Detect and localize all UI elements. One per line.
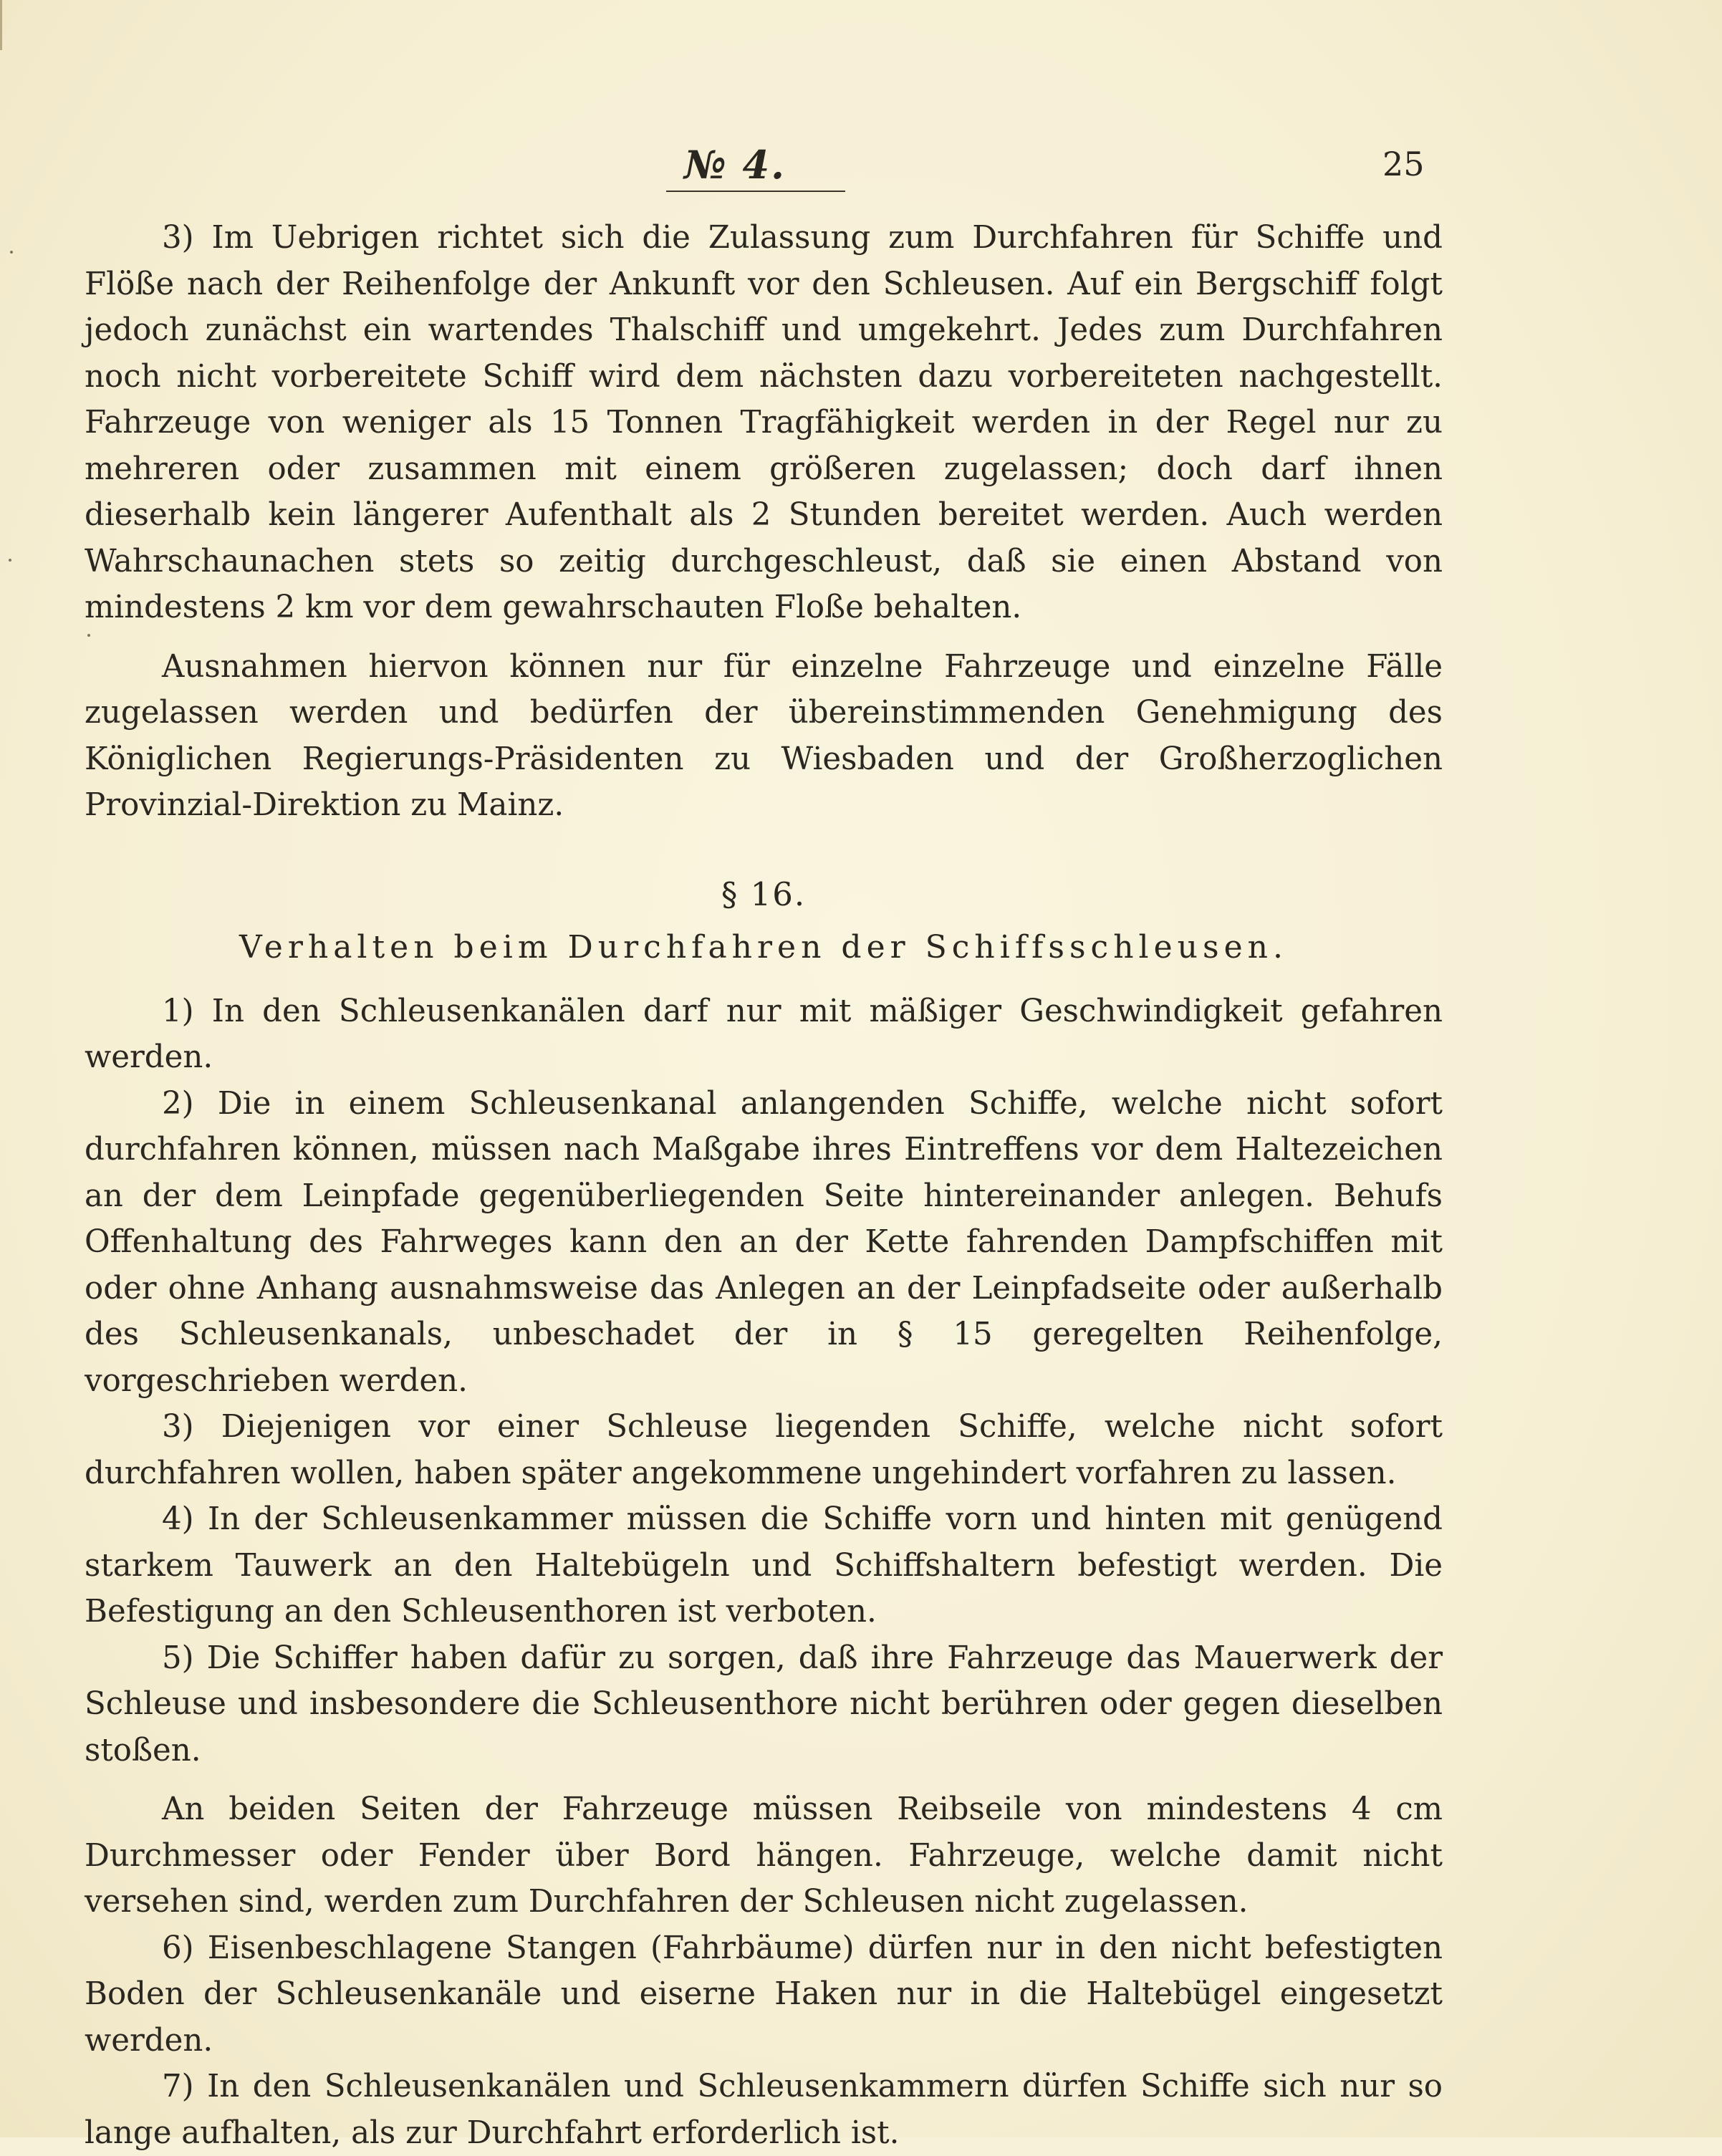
document-body — [85, 215, 1443, 2156]
paragraph-6-poles-hooks: 6) Eisenbeschlagene Stangen (Fahrbäume) dürfen nur in den nicht befestigten Boden der Schleusenkanäle und eiserne Haken nur in die Haltebügel eingesetzt werden. — [85, 1930, 1443, 2059]
issue-number-underline — [666, 191, 845, 192]
paragraph-7-duration: 7) In den Schleusenkanälen und Schleusenkammern dürfen Schiffe sich nur so lange aufhalten, als zur Durchfahrt erforderlich ist. — [85, 2069, 1443, 2151]
paragraph-exceptions: Ausnahmen hiervon können nur für einzelne Fahrzeuge und einzelne Fälle zugelassen werden und bedürfen der übereinstimmenden Genehmigung des Königlichen Regierungs-Präsidenten zu Wiesbaden und der Großherzoglichen Provinzial-Direktion zu Mainz. — [85, 648, 1443, 823]
page-header — [0, 135, 1722, 192]
issue-number: № 4. — [684, 142, 786, 188]
section-title: Verhalten beim Durchfahren der Schiffsschleusen. — [239, 929, 1288, 966]
page-number: 25 — [1382, 145, 1425, 183]
section-number: § 16. — [721, 875, 807, 913]
paragraph-1-speed: 1) In den Schleusenkanälen darf nur mit mäßiger Geschwindigkeit gefahren werden. — [85, 993, 1443, 1075]
page-edge-mark — [0, 0, 2, 50]
paper-speck — [9, 559, 11, 562]
paragraph-5-masonry: 5) Die Schiffer haben dafür zu sorgen, daß ihre Fahrzeuge das Mauerwerk der Schleuse und insbesondere die Schleusenthore nicht berühren oder gegen dieselben stoßen. — [85, 1640, 1443, 1768]
paragraph-2-mooring: 2) Die in einem Schleusenkanal anlangenden Schiffe, welche nicht sofort durchfahren können, müssen nach Maßgabe ihres Eintreffens vor dem Haltezeichen an der dem Leinpfade gegenüberliegenden Seite hintereinander anlegen. Behufs Offenhaltung des Fahrweges kann den an der Kette fahrenden Dampfschiffen mit oder ohne Anhang ausnahmsweise das Anlegen an der Leinpfadseite oder außerhalb des Schleusenkanals, unbeschadet der in § 15 geregelten Reihenfolge, vorgeschrieben werden. — [85, 1085, 1443, 1399]
paragraph-fenders: An beiden Seiten der Fahrzeuge müssen Reibseile von mindestens 4 cm Durchmesser oder Fender über Bord hängen. Fahrzeuge, welche damit nicht versehen sind, werden zum Durchfahren der Schleusen nicht zugelassen. — [85, 1791, 1443, 1920]
paragraph-3-waiting-ships: 3) Diejenigen vor einer Schleuse liegenden Schiffe, welche nicht sofort durchfahren wollen, haben später angekommene ungehindert vorfahren zu lassen. — [85, 1409, 1443, 1491]
paragraph-3-admission-order: 3) Im Uebrigen richtet sich die Zulassung zum Durchfahren für Schiffe und Flöße nach der Reihenfolge der Ankunft vor den Schleusen. Auf ein Bergschiff folgt jedoch zunächst ein wartendes Thalschiff und umgekehrt. Jedes zum Durchfahren noch nicht vorbereitete Schiff wird dem nächsten dazu vorbereiteten nachgestellt. Fahrzeuge von weniger als 15 Tonnen Tragfähigkeit werden in der Regel nur zu mehreren oder zusammen mit einem größeren zugelassen; doch darf ihnen dieserhalb kein längerer Aufenthalt als 2 Stunden bereitet werden. Auch werden Wahrschaunachen stets so zeitig durchgeschleust, daß sie einen Abstand von mindestens 2 km vor dem gewahrschauten Floße behalten. — [85, 220, 1443, 625]
paper-speck — [10, 251, 13, 254]
paper-speck — [87, 634, 90, 637]
paragraph-4-lock-chamber: 4) In der Schleusenkammer müssen die Schiffe vorn und hinten mit genügend starkem Tauwerk an den Haltebügeln und Schiffshaltern befestigt werden. Die Befestigung an den Schleusenthoren ist verboten. — [85, 1501, 1443, 1630]
